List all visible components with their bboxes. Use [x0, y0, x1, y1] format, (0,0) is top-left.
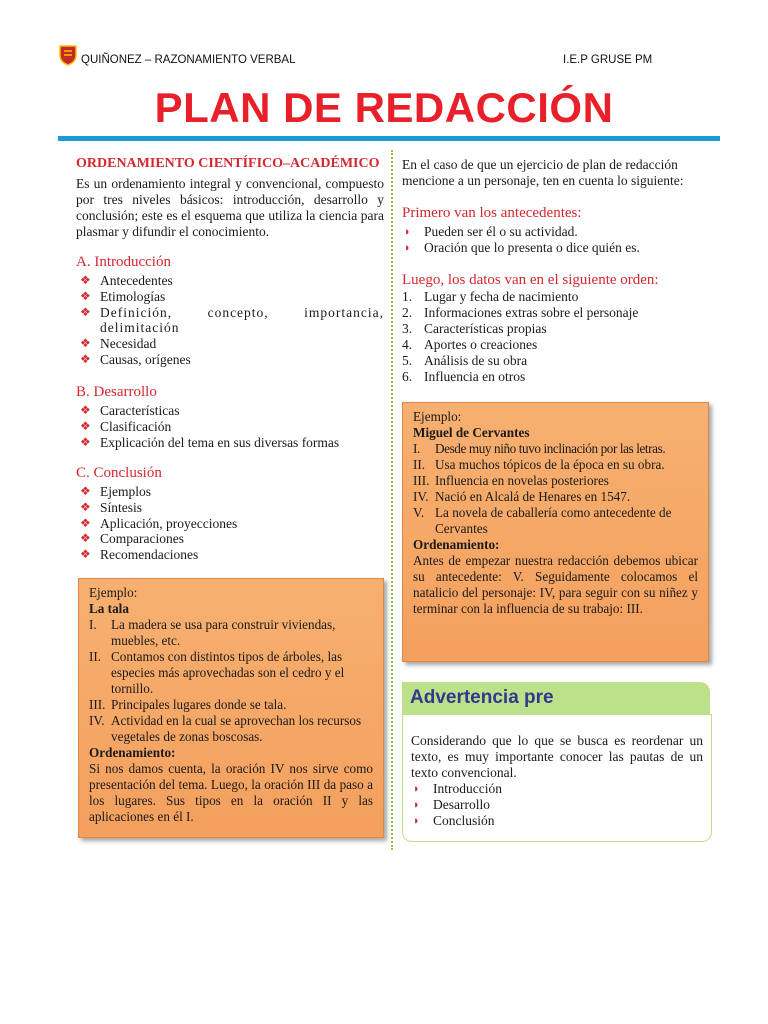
example-subject: Miguel de Cervantes [413, 425, 530, 440]
list-item: II. Usa muchos tópicos de la época en su obra. [413, 457, 665, 472]
diamond-bullet-icon: ❖ [80, 531, 91, 546]
list-item: ◗ Conclusión [413, 813, 495, 828]
list-item: ❖ Comparaciones [80, 531, 184, 547]
ordering-text: Antes de empezar nuestra redacción debemos ubicar su antecedente: V. Seguidamente colocamos el natalicio del personaje: IV, para seguir con su niñez y terminar con la influencia de su trabajo: III. [413, 553, 698, 616]
list-item: ❖ Aplicación, proyecciones [80, 515, 238, 531]
diamond-bullet-icon: ❖ [80, 434, 91, 449]
list-item: IV. Nació en Alcalá de Henares en 1547. [413, 489, 631, 504]
section-introduccion [76, 254, 384, 368]
diamond-bullet-icon: ❖ [80, 351, 91, 366]
diamond-bullet-icon: ❖ [80, 304, 92, 319]
warning-text: Considerando que lo que se busca es reordenar un texto, es muy importante conocer las pautas de un texto convencional. [411, 733, 703, 780]
header-right-text: I.E.P GRUSE PM [563, 54, 653, 66]
diamond-bullet-icon: ❖ [80, 403, 91, 417]
section-title: C. Conclusión [76, 465, 162, 481]
list-item: ❖ Características [80, 403, 180, 418]
diamond-bullet-icon: ❖ [80, 499, 91, 514]
diamond-bullet-icon: ❖ [80, 515, 91, 530]
list-item: ❖ Antecedentes [80, 273, 173, 288]
list-item: ❖ Definición, concepto, importancia, delimitación [80, 304, 384, 336]
then-list [402, 289, 714, 385]
warning-list [411, 781, 703, 829]
list-item: III. Influencia en novelas posteriores [413, 473, 609, 488]
left-heading: ORDENAMIENTO CIENTÍFICO–ACADÉMICO [76, 156, 380, 171]
list-item: ❖ Explicación del tema en sus diversas formas [80, 434, 340, 450]
red-bullet-icon: ◗ [413, 799, 420, 811]
list-item: ◗ Desarrollo [413, 797, 490, 812]
list-item: ❖ Etimologías [80, 288, 166, 304]
list-item: V. La novela de caballería como antecedente de Cervantes [413, 505, 672, 536]
red-bullet-icon: ◗ [404, 226, 411, 238]
list-item: I. Desde muy niño tuvo inclinación por las letras. [413, 441, 666, 456]
list-item: ❖ Necesidad [80, 336, 157, 352]
warning-banner [402, 682, 710, 714]
warning-title: Advertencia pre [410, 687, 554, 708]
section-desarrollo [76, 384, 384, 450]
red-bullet-icon: ◗ [404, 242, 411, 254]
ordering-label: Ordenamiento: [413, 537, 500, 552]
example-label: Ejemplo: [413, 409, 462, 424]
example-subject: La tala [89, 601, 129, 616]
list-item: 4. Aportes o creaciones [402, 337, 538, 352]
section-conclusion [76, 465, 384, 563]
page-title: PLAN DE REDACCIÓN [154, 84, 614, 131]
diamond-bullet-icon: ❖ [80, 418, 91, 433]
red-bullet-icon: ◗ [413, 783, 420, 795]
example-box-la-tala [78, 578, 384, 838]
first-list [402, 224, 714, 256]
diamond-bullet-icon: ❖ [80, 288, 91, 303]
diamond-bullet-icon: ❖ [80, 547, 91, 562]
example-box-cervantes [402, 402, 709, 662]
first-title: Primero van los antecedentes: [402, 205, 582, 221]
example-label: Ejemplo: [89, 585, 138, 600]
list-item: ◗ Pueden ser él o su actividad. [404, 224, 578, 239]
list-item: III. Principales lugares donde se tala. [89, 697, 287, 712]
title-underline [58, 136, 720, 141]
list-item: IV. Actividad en la cual se aprovechan los recursos vegetales de zonas boscosas. [89, 713, 362, 744]
diamond-bullet-icon: ❖ [80, 273, 91, 287]
list-item: ❖ Recomendaciones [80, 547, 199, 563]
diamond-bullet-icon: ❖ [80, 336, 91, 351]
list-item: 2. Informaciones extras sobre el personaje [402, 305, 639, 320]
diamond-bullet-icon: ❖ [80, 484, 91, 498]
list-item: 5. Análisis de su obra [402, 353, 528, 368]
list-item: ❖ Ejemplos [80, 484, 151, 499]
list-item: ❖ Síntesis [80, 499, 143, 515]
list-item: ❖ Causas, orígenes [80, 351, 191, 367]
warning-box [402, 714, 712, 842]
left-intro: Es un ordenamiento integral y convencional, compuesto por tres niveles básicos: introducción, desarrollo y conclusión; este es el esquema que utiliza la ciencia para plasmar y difundir el conocimiento. [76, 176, 384, 239]
list-item: I. La madera se usa para construir viviendas, muebles, etc. [89, 617, 336, 648]
column-divider [391, 150, 393, 850]
list-item: ❖ Clasificación [80, 418, 172, 434]
right-intro: En el caso de que un ejercicio de plan de redacción mencione a un personaje, ten en cuenta lo siguiente: [402, 157, 684, 188]
then-title: Luego, los datos van en el siguiente orden: [402, 272, 659, 288]
list-item: ◗ Oración que lo presenta o dice quién es. [404, 240, 640, 255]
ordering-text: Si nos damos cuenta, la oración IV nos sirve como presentación del tema. Luego, la oración III da paso a los lugares. Sus tipos en la oración II y las aplicaciones en él I. [89, 761, 373, 824]
header-left-text: QUIÑONEZ – RAZONAMIENTO VERBAL [81, 54, 296, 66]
school-logo [58, 44, 78, 66]
list-item: 1. Lugar y fecha de nacimiento [402, 289, 579, 304]
section-title: A. Introducción [76, 254, 171, 270]
section-title: B. Desarrollo [76, 384, 157, 400]
ordering-label: Ordenamiento: [89, 745, 176, 760]
list-item: 6. Influencia en otros [402, 369, 526, 384]
list-item: 3. Características propias [402, 321, 547, 336]
list-item: ◗ Introducción [413, 781, 502, 796]
red-bullet-icon: ◗ [413, 815, 420, 827]
list-item: II. Contamos con distintos tipos de árboles, las especies más aprovechadas son el cedro y el tornillo. [89, 649, 345, 696]
